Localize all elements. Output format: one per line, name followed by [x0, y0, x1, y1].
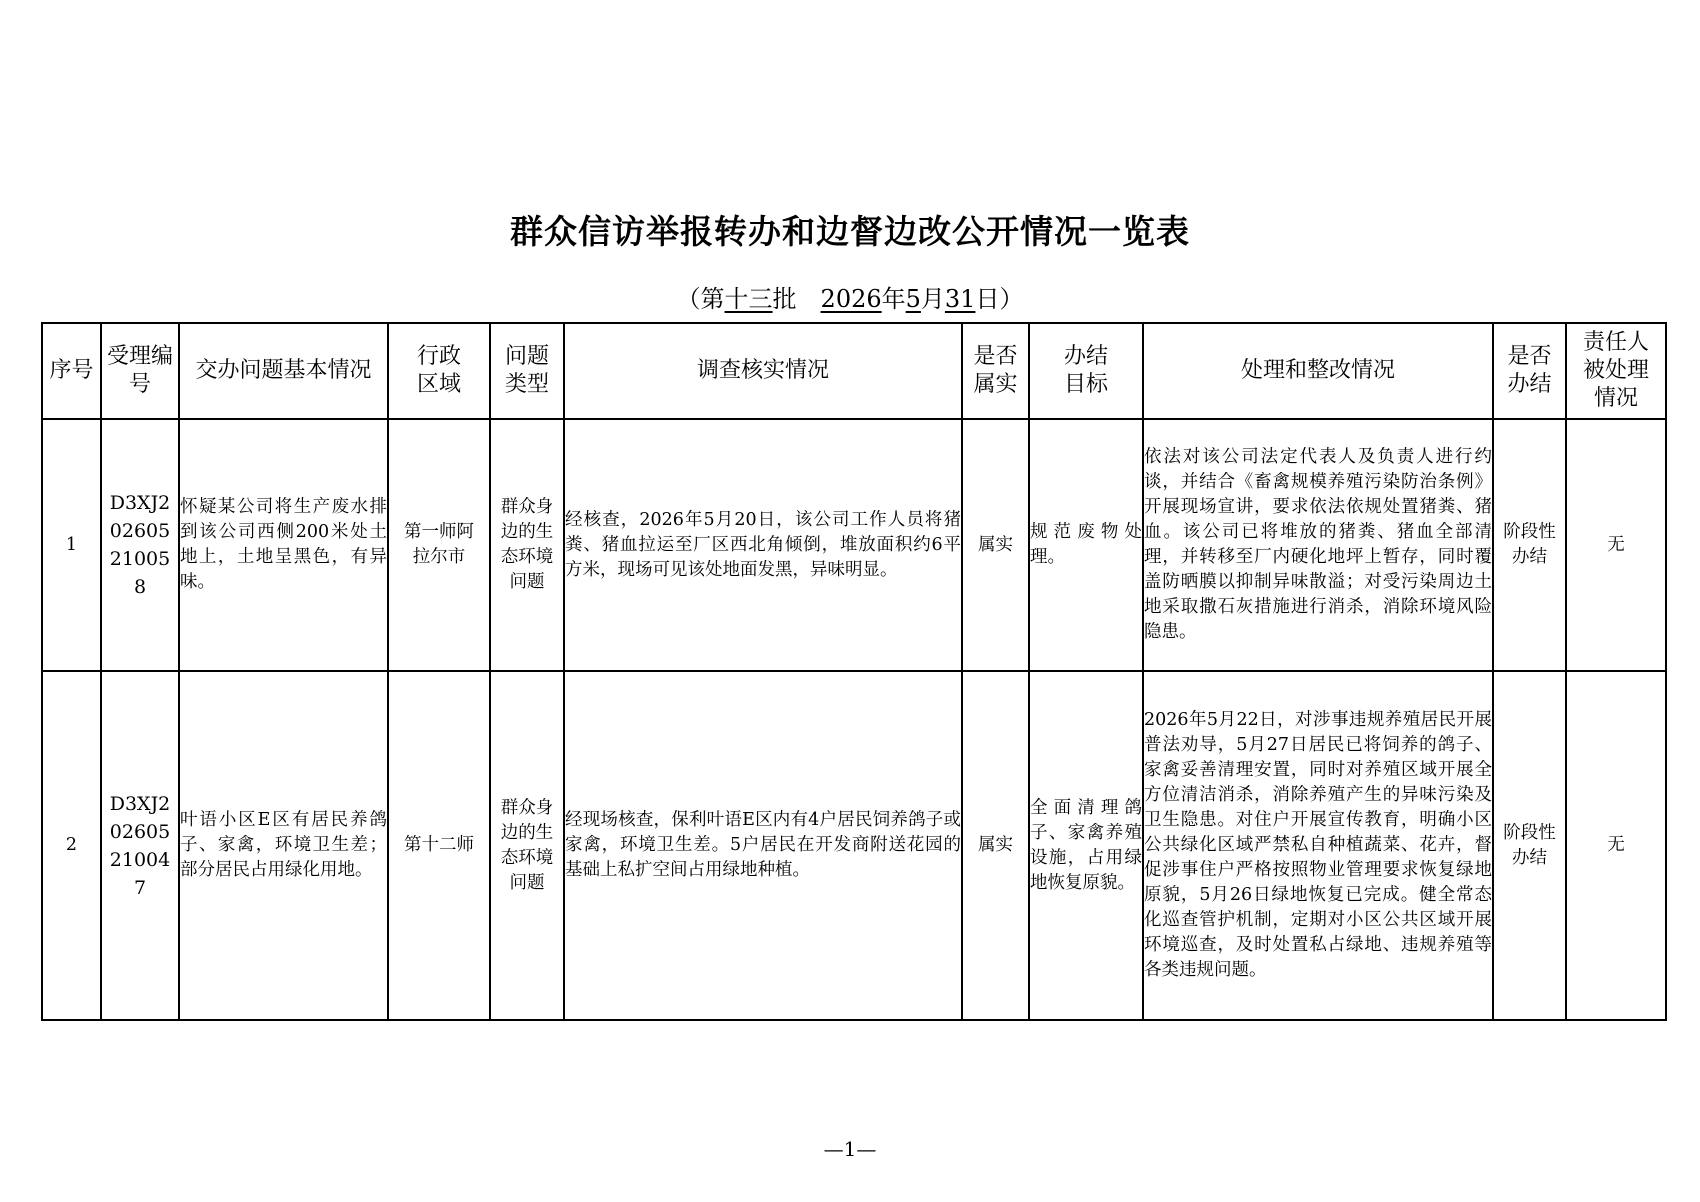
subtitle-close: 日）: [975, 285, 1024, 313]
header-verified: 是否属实: [962, 323, 1029, 419]
cell-region: 第十二师: [388, 671, 490, 1020]
cell-closed: 阶段性办结: [1493, 419, 1566, 671]
cases-table: [41, 322, 1667, 1021]
cell-handling: 依法对该公司法定代表人及负责人进行约谈，并结合《畜禽规模养殖污染防治条例》开展现场宣讲，要求依法依规处置猪粪、猪血。该公司已将堆放的猪粪、猪血全部清理，并转移至厂内硬化地坪上暂存，同时覆盖防晒膜以抑制异味散溢；对受污染周边土地采取撒石灰措施进行消杀，消除环境风险隐患。: [1143, 419, 1493, 671]
table-row: [42, 671, 1666, 1020]
cell-code: D3XJ202605210058: [101, 419, 179, 671]
subtitle-mid: 批: [772, 285, 821, 313]
date-month: 5: [905, 285, 921, 313]
cell-seq: 1: [42, 419, 101, 671]
date-year: 2026: [820, 285, 882, 313]
cell-closed: 阶段性办结: [1493, 671, 1566, 1020]
subtitle-nian: 年: [881, 285, 906, 313]
header-accountability: 责任人被处理情况: [1566, 323, 1666, 419]
page-number: —1—: [823, 1137, 877, 1161]
header-region: 行政区域: [388, 323, 490, 419]
batch-number: 十三: [724, 285, 773, 313]
cell-issue: 怀疑某公司将生产废水排到该公司西侧200米处土地上，土地呈黑色，有异味。: [179, 419, 388, 671]
cell-issue: 叶语小区E区有居民养鸽子、家禽，环境卫生差；部分居民占用绿化用地。: [179, 671, 388, 1020]
cell-goal: 规范废物处理。: [1029, 419, 1143, 671]
header-handling: 处理和整改情况: [1143, 323, 1493, 419]
cell-handling: 2026年5月22日，对涉事违规养殖居民开展普法劝导，5月27日居民已将饲养的鸽子、家禽妥善清理安置，同时对养殖区域开展全方位清洁消杀，消除养殖产生的异味污染及卫生隐患。对住户开展宣传教育，明确小区公共绿化区域严禁私自种植蔬菜、花卉，督促涉事住户严格按照物业管理要求恢复绿地原貌，5月26日绿地恢复已完成。健全常态化巡查管护机制，定期对小区公共区域开展环境巡查，及时处置私占绿地、违规养殖等各类违规问题。: [1143, 671, 1493, 1020]
cell-investigation: 经核查，2026年5月20日，该公司工作人员将猪粪、猪血拉运至厂区西北角倾倒，堆放面积约6平方米，现场可见该处地面发黑，异味明显。: [564, 419, 962, 671]
cell-region: 第一师阿拉尔市: [388, 419, 490, 671]
cell-investigation: 经现场核查，保利叶语E区内有4户居民饲养鸽子或家禽，环境卫生差。5户居民在开发商附送花园的基础上私扩空间占用绿地种植。: [564, 671, 962, 1020]
cell-seq: 2: [42, 671, 101, 1020]
subtitle-open: （第: [676, 285, 725, 313]
subtitle-yue: 月: [920, 285, 945, 313]
header-code: 受理编号: [101, 323, 179, 419]
cell-accountability: 无: [1566, 419, 1666, 671]
header-closed: 是否办结: [1493, 323, 1566, 419]
document-title: 群众信访举报转办和边督边改公开情况一览表: [510, 212, 1190, 251]
header-type: 问题类型: [490, 323, 564, 419]
cell-verified: 属实: [962, 671, 1029, 1020]
cell-verified: 属实: [962, 419, 1029, 671]
header-seq: 序号: [42, 323, 101, 419]
header-goal: 办结目标: [1029, 323, 1143, 419]
header-issue: 交办问题基本情况: [179, 323, 388, 419]
cell-type: 群众身边的生态环境问题: [490, 419, 564, 671]
cell-goal: 全面清理鸽子、家禽养殖设施，占用绿地恢复原貌。: [1029, 671, 1143, 1020]
table-header-row: [42, 323, 1666, 419]
header-investigation: 调查核实情况: [564, 323, 962, 419]
cell-code: D3XJ202605210047: [101, 671, 179, 1020]
cell-accountability: 无: [1566, 671, 1666, 1020]
cell-type: 群众身边的生态环境问题: [490, 671, 564, 1020]
batch-subtitle: [0, 282, 1700, 316]
table-row: [42, 419, 1666, 671]
date-day: 31: [944, 285, 976, 313]
